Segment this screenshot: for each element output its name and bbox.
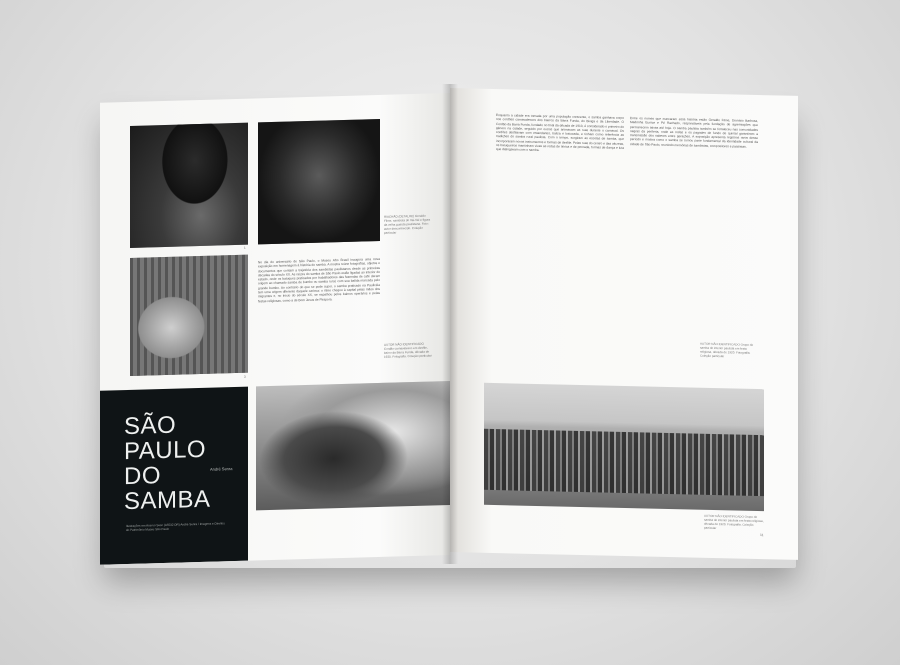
body-text-right-col-1: Enquanto a cidade era tomada por uma população crescente, o samba ganhava corpo nos cordões carnavalescos dos bairros da Barra Funda, do Bixiga e da Liberdade. O Cordão da Barra Funda, fundado no final da década de 1910, é considerado o primeiro do gênero na cidade, seguido por outros que animavam as ruas durante o carnaval. Os cordões desfilavam com estandartes, baliza e batucada, e tinham como referência as tradições do samba rural paulista. Com o tempo, surgiram as escolas de samba, que incorporaram novos instrumentos e formas de desfile. Pelas ruas do centro e das várzeas, os batuqueiros mantinham vivas as rodas de tiririca e de pernada, formas de dança e luta que dialogavam com o samba. bbox=[496, 113, 624, 153]
photo-caption-bottom: AUTOR NÃO IDENTIFICADO Grupo de samba do interior paulista em festa religiosa, década de 1920. Fotografia. Coleção particular bbox=[704, 513, 764, 531]
photo-man-hat bbox=[130, 123, 248, 248]
photo-seated-man bbox=[130, 255, 248, 376]
photo-samba-group bbox=[484, 383, 764, 511]
magazine-right-page bbox=[450, 88, 798, 560]
photo-caption-car-left: AUTOR NÃO IDENTIFICADO Cordão carnavalesco em desfile, bairro da Barra Funda, década de 1930. Fotografia. Coleção particular bbox=[384, 341, 432, 359]
article-credits: Ilustrações em Acervo Sesc (A5532 DR) André Senra / Imagens e Direitos do Patrimônio Museu São Paulo bbox=[126, 521, 225, 533]
photo-crowd-figures bbox=[484, 429, 764, 496]
article-title-line-1: SÃO PAULO bbox=[124, 411, 207, 466]
magazine-left-page bbox=[100, 93, 450, 565]
article-author: André Senra bbox=[210, 466, 233, 472]
body-text-right-col-2: Entre os nomes que marcaram essa história estão Geraldo Filme, Dionísio Barbosa, Madrinha Eunice e Pé Rachado, responsáveis pela fundação de agremiações que permanecem ativas até hoje. O samba paulista também se fortaleceu nas comunidades negras da periferia, onde as rodas e os pagodes de fundo de quintal garantiram a transmissão dos saberes entre gerações. A exposição apresenta registros raros desse período e mostra como o samba se tornou parte fundamental da identidade cultural da cidade de São Paulo, reunindo memórias de sambistas, compositores e passistas. bbox=[630, 116, 758, 149]
photo-number: 1 bbox=[244, 245, 246, 250]
title-panel bbox=[100, 387, 248, 565]
article-title-line-2: DO SAMBA bbox=[124, 462, 211, 516]
photo-caption-group: AUTOR NÃO IDENTIFICADO Grupo de samba do interior paulista em festa religiosa, década de 1920. Fotografia. Coleção particular bbox=[700, 341, 754, 359]
photo-caption-portrait: RIACHÃO (DETALHE) Geraldo Filme, sambista do Vai-Vai e figura da velha guarda paulistana. Foto: autor desconhecido. Coleção particular bbox=[384, 213, 431, 235]
page-folio: 11 bbox=[760, 533, 764, 538]
photo-number: 3 bbox=[244, 374, 246, 379]
article-title bbox=[124, 411, 244, 514]
photo-decorated-car bbox=[256, 381, 450, 510]
body-text-left: No dia do aniversário de São Paulo, o Museu Afro Brasil inaugura uma nova exposição em homenagem à história do samba. A mostra reúne fotografias, objetos e documentos que contam a trajetória dos sambistas paulistanos desde as primeiras décadas do século XX. As raízes do samba de São Paulo estão ligadas ao interior do estado, onde os batuques praticados por trabalhadores das fazendas de café deram origem ao chamado samba de bumbo ou samba rural, com sua batida marcada pelo grande bumbo. Ao contrário do que se pode supor, o samba praticado na Paulicéia tem uma origem diferente daquele carioca: o ritmo chegou à capital pelas mãos dos migrantes e, no início do século XX, se espalhou pelos bairros operários e pelas festas religiosas, como a de Bom Jesus de Pirapora. bbox=[258, 256, 380, 304]
photo-smiling-man bbox=[258, 119, 380, 244]
